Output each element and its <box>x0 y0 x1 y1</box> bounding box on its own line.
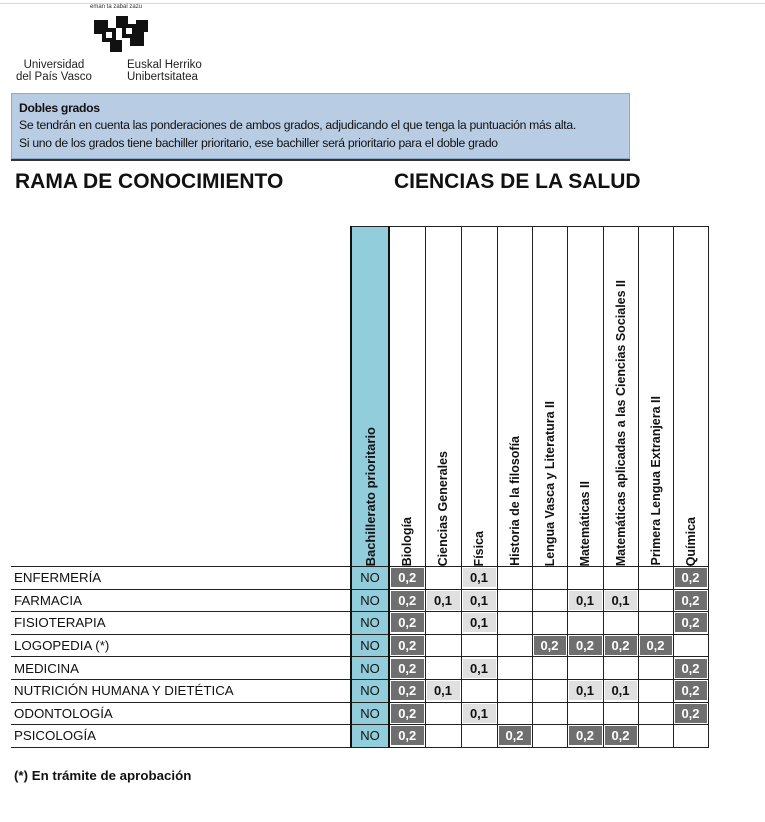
degree-name: NUTRICIÓN HUMANA Y DIETÉTICA <box>11 679 351 702</box>
column-header-label: Lengua Vasca y Literatura II <box>542 400 557 566</box>
weight-cell <box>567 702 603 725</box>
column-header-prior-label: Bachillerato prioritario <box>362 426 378 566</box>
weight-cell <box>603 725 638 748</box>
weight-cell <box>673 679 708 702</box>
weight-cell <box>497 702 532 725</box>
weight-cell <box>425 657 461 680</box>
weight-value: 0,2 <box>605 636 637 655</box>
column-header-label: Matemáticas aplicadas a las Ciencias Sociales II <box>613 279 628 566</box>
weight-cell <box>425 589 461 612</box>
priority-cell: NO <box>351 679 389 702</box>
weight-cell <box>603 679 638 702</box>
weight-cell <box>425 679 461 702</box>
weight-cell <box>673 567 708 590</box>
weight-cell <box>532 612 567 635</box>
weight-cell <box>389 725 425 748</box>
weight-cell <box>567 589 603 612</box>
weight-value: 0,2 <box>569 636 602 655</box>
column-header-subject <box>603 227 638 567</box>
weight-value: 0,2 <box>391 726 424 745</box>
logo-motto: eman ta zabal zazu <box>90 4 143 10</box>
weight-value: 0,2 <box>675 704 707 723</box>
weight-cell <box>673 702 708 725</box>
logo-name-eu-line1: Euskal Herriko <box>127 59 202 71</box>
column-header-subject <box>389 227 425 567</box>
table-row <box>11 657 708 680</box>
weight-value: 0,2 <box>569 726 602 745</box>
table-row <box>11 589 708 612</box>
weight-cell <box>638 634 673 657</box>
weight-cell <box>673 725 708 748</box>
weight-cell <box>567 612 603 635</box>
weight-value: 0,2 <box>391 613 424 632</box>
column-header-subject <box>425 227 461 567</box>
column-header-prior <box>351 227 389 567</box>
weight-cell <box>497 679 532 702</box>
weight-value: 0,1 <box>463 704 496 723</box>
weighting-table <box>11 226 709 748</box>
header-spacer <box>11 227 351 567</box>
column-header-label: Biología <box>400 516 415 566</box>
weight-cell <box>638 589 673 612</box>
weight-cell <box>638 679 673 702</box>
logo-name-eu-line2: Unibertsitatea <box>127 71 198 83</box>
weight-cell <box>638 567 673 590</box>
weight-cell <box>603 702 638 725</box>
weight-cell <box>461 567 497 590</box>
weight-value: 0,2 <box>499 726 531 745</box>
weight-value: 0,2 <box>640 636 672 655</box>
degree-name: LOGOPEDIA (*) <box>11 634 351 657</box>
weight-value: 0,1 <box>463 568 496 587</box>
weight-cell <box>532 702 567 725</box>
weight-value: 0,2 <box>391 681 424 700</box>
weight-cell <box>497 612 532 635</box>
table-row <box>11 679 708 702</box>
weight-cell <box>461 634 497 657</box>
weight-cell <box>603 634 638 657</box>
weight-cell <box>567 679 603 702</box>
table-row <box>11 634 708 657</box>
weight-value: 0,2 <box>391 568 424 587</box>
column-header-label: Matemáticas II <box>578 480 592 566</box>
weight-cell <box>497 589 532 612</box>
weight-cell <box>532 589 567 612</box>
weight-cell <box>673 589 708 612</box>
degree-name: ENFERMERÍA <box>11 567 351 590</box>
weight-cell <box>603 657 638 680</box>
weight-cell <box>603 612 638 635</box>
degree-name: PSICOLOGÍA <box>11 725 351 748</box>
weight-cell <box>532 725 567 748</box>
weight-value: 0,1 <box>605 591 637 610</box>
priority-cell: NO <box>351 702 389 725</box>
weight-value: 0,1 <box>569 681 602 700</box>
weight-value: 0,1 <box>605 681 637 700</box>
weight-cell <box>497 725 532 748</box>
weight-cell <box>532 657 567 680</box>
degree-name: MEDICINA <box>11 657 351 680</box>
table-row <box>11 725 708 748</box>
university-logo <box>10 2 230 90</box>
column-header-subject <box>532 227 567 567</box>
weight-cell <box>638 725 673 748</box>
double-degree-notice <box>11 93 630 159</box>
column-header-subject <box>461 227 497 567</box>
weight-cell <box>638 657 673 680</box>
table-row <box>11 612 708 635</box>
weight-cell <box>461 725 497 748</box>
column-header-subject <box>638 227 673 567</box>
weight-cell <box>532 634 567 657</box>
notice-line-2: Si uno de los grados tiene bachiller prioritario, ese bachiller será prioritario para el doble grado <box>19 136 498 150</box>
weight-cell <box>497 567 532 590</box>
weight-cell <box>567 657 603 680</box>
weight-cell <box>389 589 425 612</box>
column-header-subject <box>497 227 532 567</box>
logo-name-eu <box>127 59 202 83</box>
table-header-row <box>11 227 708 567</box>
logo-name-es <box>16 59 92 83</box>
priority-cell: NO <box>351 589 389 612</box>
weight-cell <box>673 657 708 680</box>
weight-cell <box>461 679 497 702</box>
degree-name: ODONTOLOGÍA <box>11 702 351 725</box>
logo-name-es-line2: del País Vasco <box>16 71 92 83</box>
priority-cell: NO <box>351 634 389 657</box>
column-header-subject <box>567 227 603 567</box>
degree-name: FARMACIA <box>11 589 351 612</box>
logo-name-es-line1: Universidad <box>23 59 85 71</box>
weight-value: 0,2 <box>675 591 707 610</box>
notice-title: Dobles grados <box>19 101 100 115</box>
branch-label: RAMA DE CONOCIMIENTO <box>15 170 284 193</box>
weight-value: 0,1 <box>427 591 460 610</box>
weight-value: 0,2 <box>605 726 637 745</box>
weight-cell <box>567 725 603 748</box>
weight-value: 0,2 <box>391 659 424 678</box>
weight-value: 0,2 <box>391 704 424 723</box>
weight-cell <box>389 612 425 635</box>
weight-value: 0,2 <box>675 613 707 632</box>
weight-cell <box>567 634 603 657</box>
branch-value: CIENCIAS DE LA SALUD <box>394 170 641 193</box>
weight-cell <box>603 589 638 612</box>
weight-cell <box>461 612 497 635</box>
table-row <box>11 567 708 590</box>
weight-cell <box>638 612 673 635</box>
column-header-subject <box>673 227 708 567</box>
weight-cell <box>389 702 425 725</box>
weight-cell <box>389 634 425 657</box>
notice-line-1: Se tendrán en cuenta las ponderaciones de ambos grados, adjudicando el que tenga la puntuación más alta. <box>19 118 576 132</box>
notice-divider <box>11 159 630 161</box>
column-header-label: Historia de la filosofía <box>507 436 522 566</box>
footnote: (*) En trámite de aprobación <box>14 768 192 783</box>
weight-value: 0,2 <box>675 659 707 678</box>
weight-cell <box>425 725 461 748</box>
weight-cell <box>638 702 673 725</box>
weight-cell <box>567 567 603 590</box>
column-header-label: Química <box>683 516 698 566</box>
weight-cell <box>673 612 708 635</box>
table-body <box>11 567 708 748</box>
weight-value: 0,1 <box>569 591 602 610</box>
weight-value: 0,1 <box>427 681 460 700</box>
weight-cell <box>425 634 461 657</box>
weight-cell <box>425 702 461 725</box>
degree-name: FISIOTERAPIA <box>11 612 351 635</box>
priority-cell: NO <box>351 567 389 590</box>
weight-cell <box>389 657 425 680</box>
weight-cell <box>603 567 638 590</box>
column-header-label: Ciencias Generales <box>436 450 450 566</box>
weight-cell <box>389 567 425 590</box>
weight-cell <box>461 702 497 725</box>
weight-cell <box>461 589 497 612</box>
weight-value: 0,2 <box>391 591 424 610</box>
weight-value: 0,2 <box>534 636 566 655</box>
weight-value: 0,2 <box>391 636 424 655</box>
upv-ehu-emblem-icon <box>92 14 152 54</box>
priority-cell: NO <box>351 657 389 680</box>
table-row <box>11 702 708 725</box>
weight-cell <box>497 657 532 680</box>
priority-cell: NO <box>351 612 389 635</box>
column-header-label: Primera Lengua Extranjera II <box>648 396 663 566</box>
weight-cell <box>497 634 532 657</box>
weight-cell <box>673 634 708 657</box>
weight-cell <box>425 612 461 635</box>
priority-cell: NO <box>351 725 389 748</box>
weight-cell <box>389 679 425 702</box>
weight-cell <box>425 567 461 590</box>
weight-value: 0,2 <box>675 681 707 700</box>
weight-cell <box>532 567 567 590</box>
weight-cell <box>532 679 567 702</box>
weight-value: 0,2 <box>675 568 707 587</box>
weight-cell <box>461 657 497 680</box>
column-header-label: Física <box>472 530 486 566</box>
weight-value: 0,1 <box>463 659 496 678</box>
weight-value: 0,1 <box>463 613 496 632</box>
weight-value: 0,1 <box>463 591 496 610</box>
